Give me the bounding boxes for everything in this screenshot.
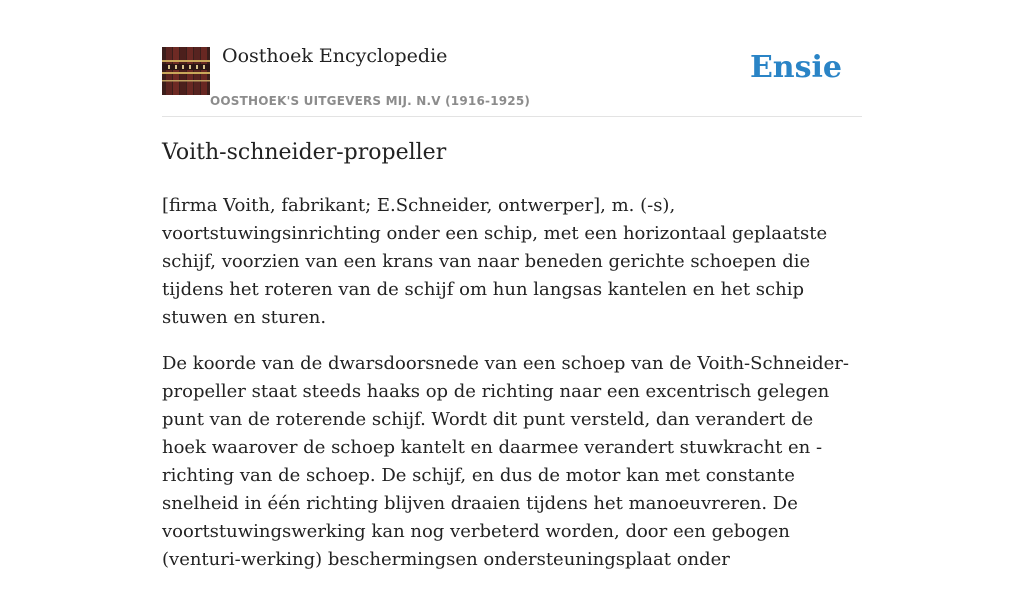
header (162, 0, 862, 117)
book-spines-icon[interactable] (162, 47, 210, 95)
brand-logo[interactable]: Ensie (749, 50, 842, 85)
article-title: Voith-schneider-propeller (162, 140, 447, 165)
article-paragraph: De koorde van de dwarsdoorsnede van een schoep van de Voith-Schneider-propeller staat steeds haaks op de richting naar een excentrisch gelegen punt van de roterende schijf. Wordt dit punt versteld, dan verandert de hoek waarover de schoep kantelt en daarmee verandert stuwkracht en -richting van de schoep. De schijf, en dus de motor kan met constante snelheid in één richting blijven draaien tijdens het manoeuvreren. De voortstuwingswerking kan nog verbeterd worden, door een gebogen (venturi-werking) beschermingsen ondersteuningsplaat onder (162, 353, 849, 570)
site-name[interactable]: Oosthoek Encyclopedie (222, 45, 448, 67)
article-body (162, 192, 862, 592)
content-container (162, 0, 862, 570)
article-paragraph: [firma Voith, fabrikant; E.Schneider, ontwerper], m. (-s), voortstuwingsinrichting onder een schip, met een horizontaal geplaatste schijf, voorzien van een krans van naar beneden gerichte schoepen die tijdens het roteren van de schijf om hun langsas kantelen en het schip stuwen en sturen. (162, 195, 828, 328)
publisher-label: OOSTHOEK'S UITGEVERS MIJ. N.V (1916-1925) (210, 94, 531, 108)
